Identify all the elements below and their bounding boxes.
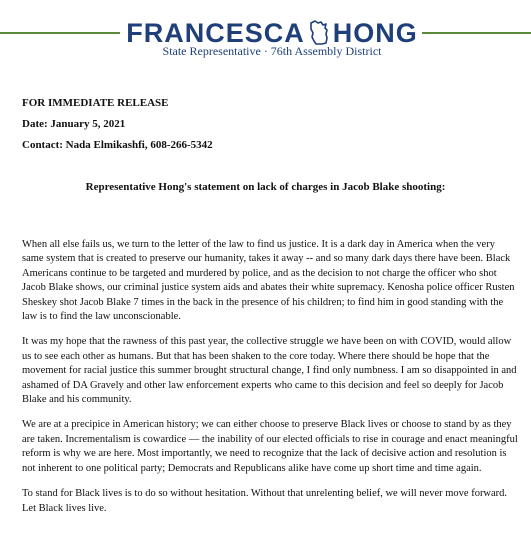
release-meta xyxy=(22,93,512,156)
release-contact: Contact: Nada Elmikashfi, 608-266-5342 xyxy=(22,139,213,151)
name-last: HONG xyxy=(332,17,418,48)
release-label: FOR IMMEDIATE RELEASE xyxy=(22,97,169,109)
letterhead-rule-right xyxy=(422,32,531,34)
wisconsin-state-icon xyxy=(308,19,330,47)
letterhead-rule-left xyxy=(0,32,120,34)
statement-paragraph-1: When all else fails us, we turn to the letter of the law to find us justice. It is a dark day in America when the very same system that is created to preserve our humanity, takes it away -- and so many dark days there have been. Black Americans continue to be targeted and murdered by police, and as the decision to not charge the officer who shot Jacob Blake shows, our criminal justice system aids and abates their white supremacy. Kenosha police officer Rusten Sheskey shot Jacob Blake 7 times in the back in the presence of his children; to find him in good standing with the law is to find the law unconscionable. xyxy=(22,239,515,323)
statement-paragraph-2: It was my hope that the rawness of this past year, the collective struggle we have been on with COVID, would allow us to see each other as humans. But that has been shaken to the core today. Where there should be hope that the movement for racial justice this summer brought structural change, I find only numbness. I am so disappointed in and ashamed of DA Gravely and other law enforcement experts who came to this decision and feel so deeply for Jacob Blake and his community. xyxy=(22,336,517,406)
letterhead-subtitle: State Representative · 76th Assembly District xyxy=(162,44,382,58)
name-first: FRANCESCA xyxy=(126,17,305,48)
statement-body xyxy=(22,238,518,527)
release-date: Date: January 5, 2021 xyxy=(22,118,126,130)
letterhead xyxy=(0,10,531,60)
statement-headline: Representative Hong's statement on lack of charges in Jacob Blake shooting: xyxy=(85,181,446,193)
statement-paragraph-4: To stand for Black lives is to do so without hesitation. Without that unrelenting belief, we will never move forward. Let Black lives live. xyxy=(22,488,508,514)
statement-paragraph-3: We are at a precipice in American history; we can either choose to preserve Black lives or choose to stand by as they are taken. Incrementalism is cowardice — the inability of our elected officials to rise in courage and enact meaningful reform is why we are here. Most importantly, we need to recognize that the lack of decisive action and resolution is not inherent to one political party; Democrats and Republicans alike have come up short time and time again. xyxy=(22,419,518,474)
